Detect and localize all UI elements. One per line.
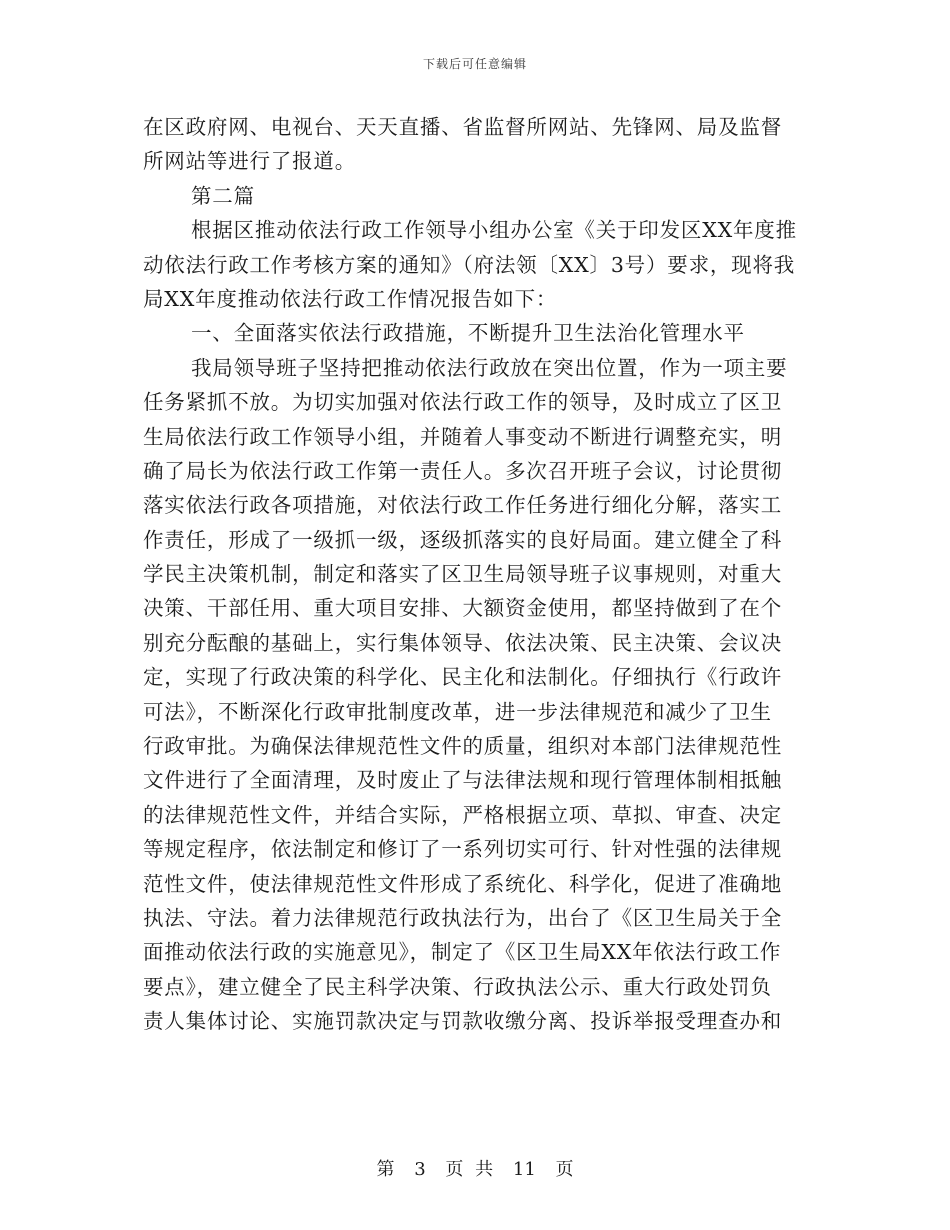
text-line: 定，实现了行政决策的科学化、民主化和法制化。仔细执行《行政许 [143,665,782,690]
text-line: 文件进行了全面清理，及时废止了与法律法规和现行管理体制相抵触 [143,768,782,793]
text-line: 落实依法行政各项措施，对依法行政工作任务进行细化分解，落实工 [143,493,782,518]
text-line: 可法》，不断深化行政审批制度改革，进一步法律规范和减少了卫生 [143,699,772,724]
text-line: 要点》，建立健全了民主科学决策、行政执法公示、重大行政处罚负 [143,974,772,999]
text-line: 所网站等进行了报道。 [143,149,356,174]
text-line: 在区政府网、电视台、天天直播、省监督所网站、先锋网、局及监督 [143,115,782,139]
text-line: 范性文件，使法律规范性文件形成了系统化、科学化，促进了准确地 [143,871,782,896]
text-line: 执法、守法。着力法律规范行政执法行为，出台了《区卫生局关于全 [143,905,782,930]
text-line: 等规定程序，依法制定和修订了一系列切实可行、针对性强的法律规 [143,837,782,862]
text-line: 的法律规范性文件，并结合实际，严格根据立项、草拟、审查、决定 [143,802,782,827]
footer-prefix: 第 [376,1159,395,1180]
page-header: 下载后可任意编辑 [422,57,527,71]
text-line: 一、全面落实依法行政措施，不断提升卫生法治化管理水平 [191,321,745,346]
text-line: 学民主决策机制，制定和落实了区卫生局领导班子议事规则，对重大 [143,562,782,587]
page-footer [0,1155,950,1181]
text-line: 第二篇 [191,183,255,208]
document-body [143,110,809,1039]
footer-current-page: 3 [414,1159,426,1180]
footer-suffix: 页 [555,1159,574,1180]
footer-middle: 页 共 [445,1159,494,1180]
text-line: 面推动依法行政的实施意见》，制定了《区卫生局XX年依法行政工作 [143,940,782,965]
text-line: 我局领导班子坚持把推动依法行政放在突出位置，作为一项主要 [191,355,788,380]
text-line: 局XX年度推动依法行政工作情况报告如下： [143,286,558,311]
text-line: 确了局长为依法行政工作第一责任人。多次召开班子会议，讨论贯彻 [143,458,782,483]
text-line: 行政审批。为确保法律规范性文件的质量，组织对本部门法律规范性 [143,734,782,759]
text-line: 生局依法行政工作领导小组，并随着人事变动不断进行调整充实，明 [143,424,782,449]
text-line: 别充分酝酿的基础上，实行集体领导、依法决策、民主决策、会议决 [143,630,782,655]
text-line: 动依法行政工作考核方案的通知》（府法领〔XX〕3号）要求，现将我 [143,252,796,277]
text-line: 责人集体讨论、实施罚款决定与罚款收缴分离、投诉举报受理查办和 [143,1009,782,1034]
text-line: 决策、干部任用、重大项目安排、大额资金使用，都坚持做到了在个 [143,596,782,621]
text-line: 作责任，形成了一级抓一级，逐级抓落实的良好局面。建立健全了科 [143,527,782,552]
footer-total-pages: 11 [512,1159,536,1180]
text-line: 任务紧抓不放。为切实加强对依法行政工作的领导，及时成立了区卫 [143,390,782,415]
text-line: 根据区推动依法行政工作领导小组办公室《关于印发区XX年度推 [191,218,797,243]
